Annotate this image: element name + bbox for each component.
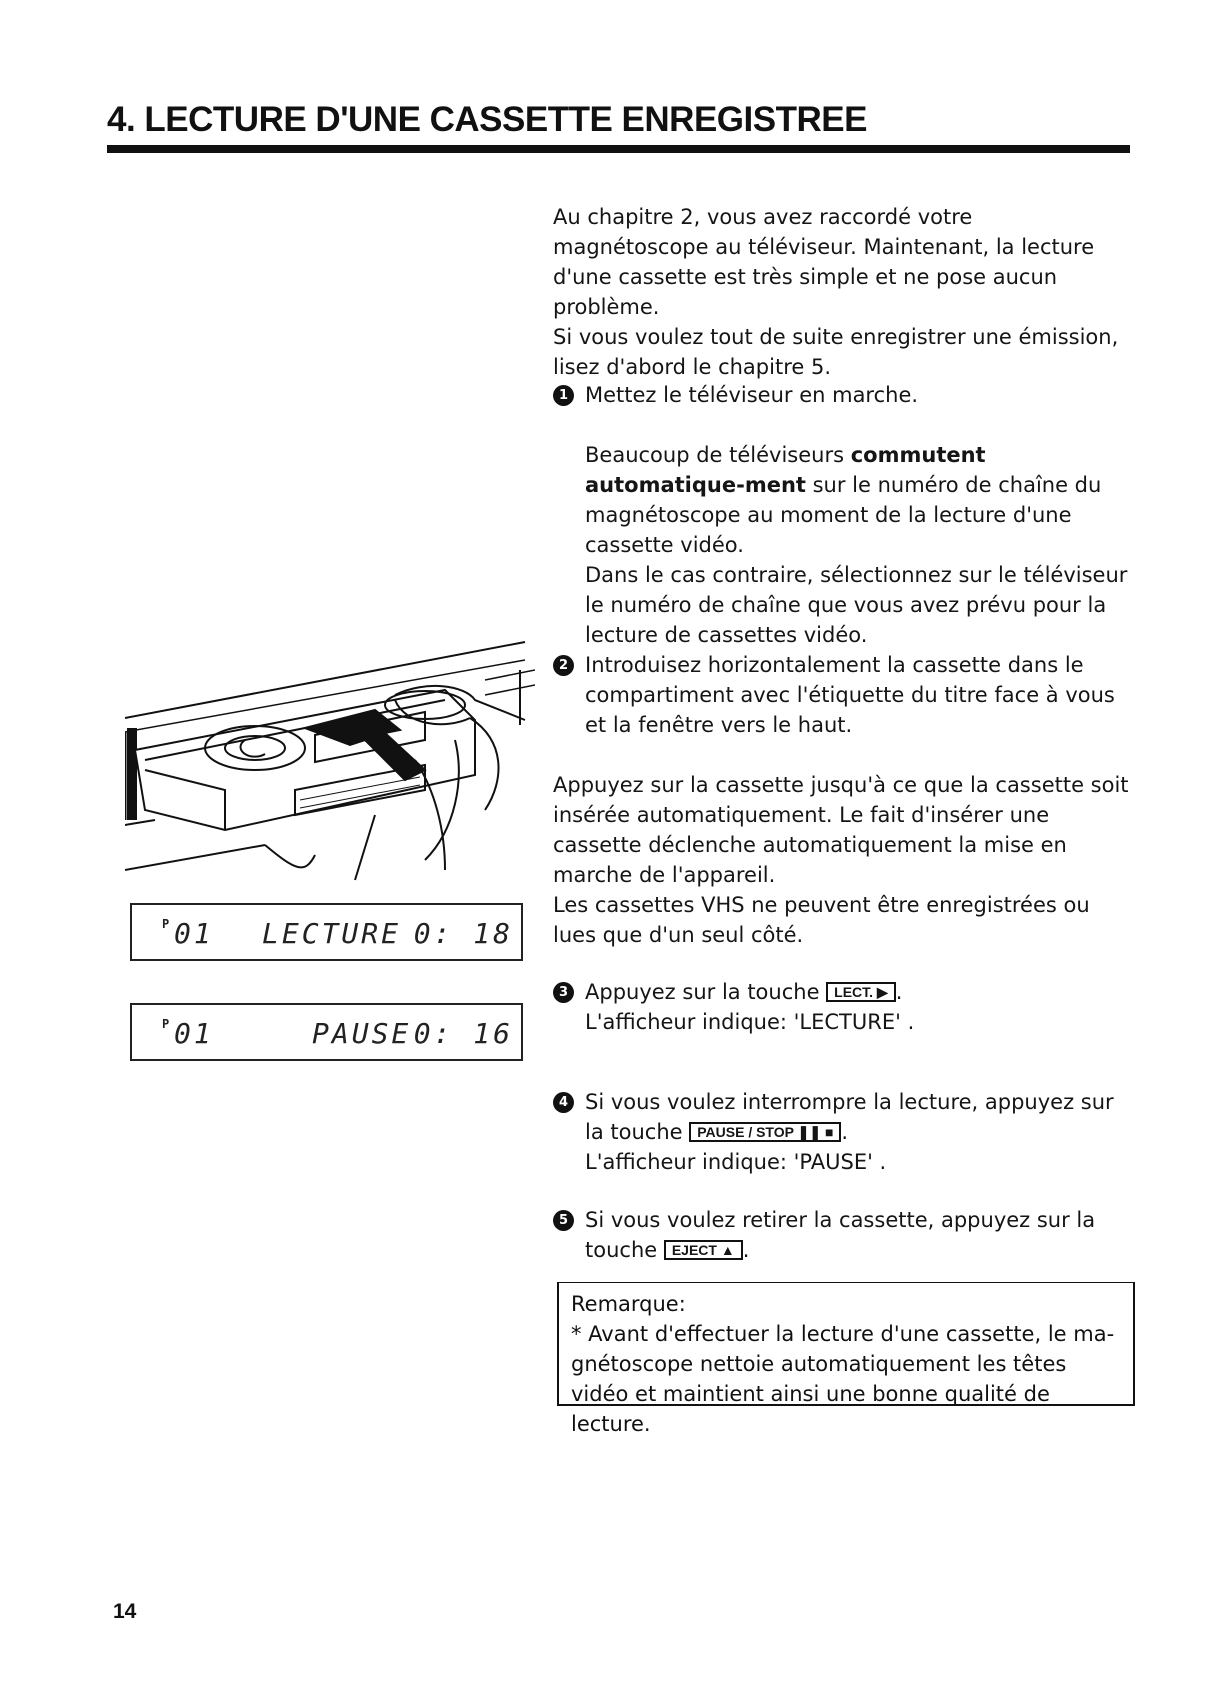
step-3-text: 3 Appuyez sur la touche LECT. ▶ . bbox=[553, 977, 1133, 1007]
step-4-display-text: L'afficheur indique: 'PAUSE' . bbox=[585, 1150, 887, 1174]
lcd-program-marker: P bbox=[162, 917, 170, 931]
note-box bbox=[557, 1282, 1135, 1436]
cassette-insertion-illustration bbox=[125, 640, 535, 890]
pause-stop-key: PAUSE / STOP ❚❚ ■ bbox=[689, 1122, 841, 1142]
step-4 bbox=[553, 1087, 1133, 1177]
lcd-counter: 0: 16 bbox=[413, 1017, 513, 1050]
intro-paragraph: Si vous voulez tout de suite enregistrer une émission, lisez d'abord le chapitre 5. bbox=[553, 325, 1119, 379]
lcd-status-text: PAUSE bbox=[312, 1017, 412, 1050]
note-text: * Avant d'effectuer la lecture d'une cassette, le ma-gnétoscope nettoie automatiquement les têtes vidéo et maintient ainsi une bonne qualité de lecture. bbox=[571, 1322, 1115, 1436]
lcd-status-text: LECTURE bbox=[262, 917, 402, 950]
lcd-program-number: 01 bbox=[174, 917, 214, 950]
step-2 bbox=[553, 650, 1133, 740]
step-number-badge: 2 bbox=[553, 655, 574, 676]
step-number-badge: 4 bbox=[553, 1092, 574, 1113]
step-2-detail bbox=[553, 770, 1133, 950]
lcd-program-number: 01 bbox=[174, 1017, 214, 1050]
step-2-text: 2 Introduisez horizontalement la cassette dans le compartiment avec l'étiquette du titre face à vous et la fenêtre vers le haut. bbox=[553, 650, 1133, 740]
title-underline bbox=[107, 145, 1130, 153]
step-1-detail bbox=[553, 440, 1133, 650]
lect-play-key: LECT. ▶ bbox=[826, 982, 896, 1002]
eject-key: EJECT ▲ bbox=[664, 1240, 743, 1260]
step-2-detail-text: Appuyez sur la cassette jusqu'à ce que la cassette soit insérée automatiquement. Le fait d'insérer une cassette déclenche automatiquement la mise en marche de l'appareil. bbox=[553, 773, 1129, 887]
step-3-display-text: L'afficheur indique: 'LECTURE' . bbox=[585, 1010, 915, 1034]
step-1-detail-text-2: Dans le cas contraire, sélectionnez sur le téléviseur le numéro de chaîne que vous avez prévu pour la lecture de cassettes vidéo. bbox=[585, 563, 1128, 647]
step-5 bbox=[553, 1205, 1133, 1265]
page-title: 4. LECTURE D'UNE CASSETTE ENREGISTREE bbox=[107, 100, 867, 139]
intro-block bbox=[553, 202, 1133, 382]
step-2-detail-text-2: Les cassettes VHS ne peuvent être enregistrées ou lues que d'un seul côté. bbox=[553, 893, 1090, 947]
step-3 bbox=[553, 977, 1133, 1037]
step-4-text: 4 Si vous voulez interrompre la lecture, appuyez sur la touche PAUSE / STOP ❚❚ ■ . bbox=[553, 1087, 1133, 1147]
lcd-counter: 0: 18 bbox=[413, 917, 513, 950]
step-5-text: 5 Si vous voulez retirer la cassette, appuyez sur la touche EJECT ▲ . bbox=[553, 1205, 1133, 1265]
step-1 bbox=[553, 380, 1133, 410]
lcd-display-pause bbox=[130, 1003, 523, 1061]
lcd-program-marker: P bbox=[162, 1017, 170, 1031]
lcd-display-lecture bbox=[130, 903, 523, 961]
step-number-badge: 3 bbox=[553, 982, 574, 1003]
step-number-badge: 1 bbox=[553, 385, 574, 406]
note-heading: Remarque: bbox=[571, 1292, 686, 1316]
step-1-detail-text: Beaucoup de téléviseurs commutent automatique-ment sur le numéro de chaîne du magnétoscope au moment de la lecture d'une cassette vidéo. bbox=[585, 443, 1102, 557]
step-1-text: 1 Mettez le téléviseur en marche. bbox=[553, 380, 1133, 410]
intro-paragraph: Au chapitre 2, vous avez raccordé votre magnétoscope au téléviseur. Maintenant, la lecture d'une cassette est très simple et ne pose aucun problème. bbox=[553, 205, 1095, 319]
page-number: 14 bbox=[113, 1600, 137, 1623]
step-number-badge: 5 bbox=[553, 1210, 574, 1231]
